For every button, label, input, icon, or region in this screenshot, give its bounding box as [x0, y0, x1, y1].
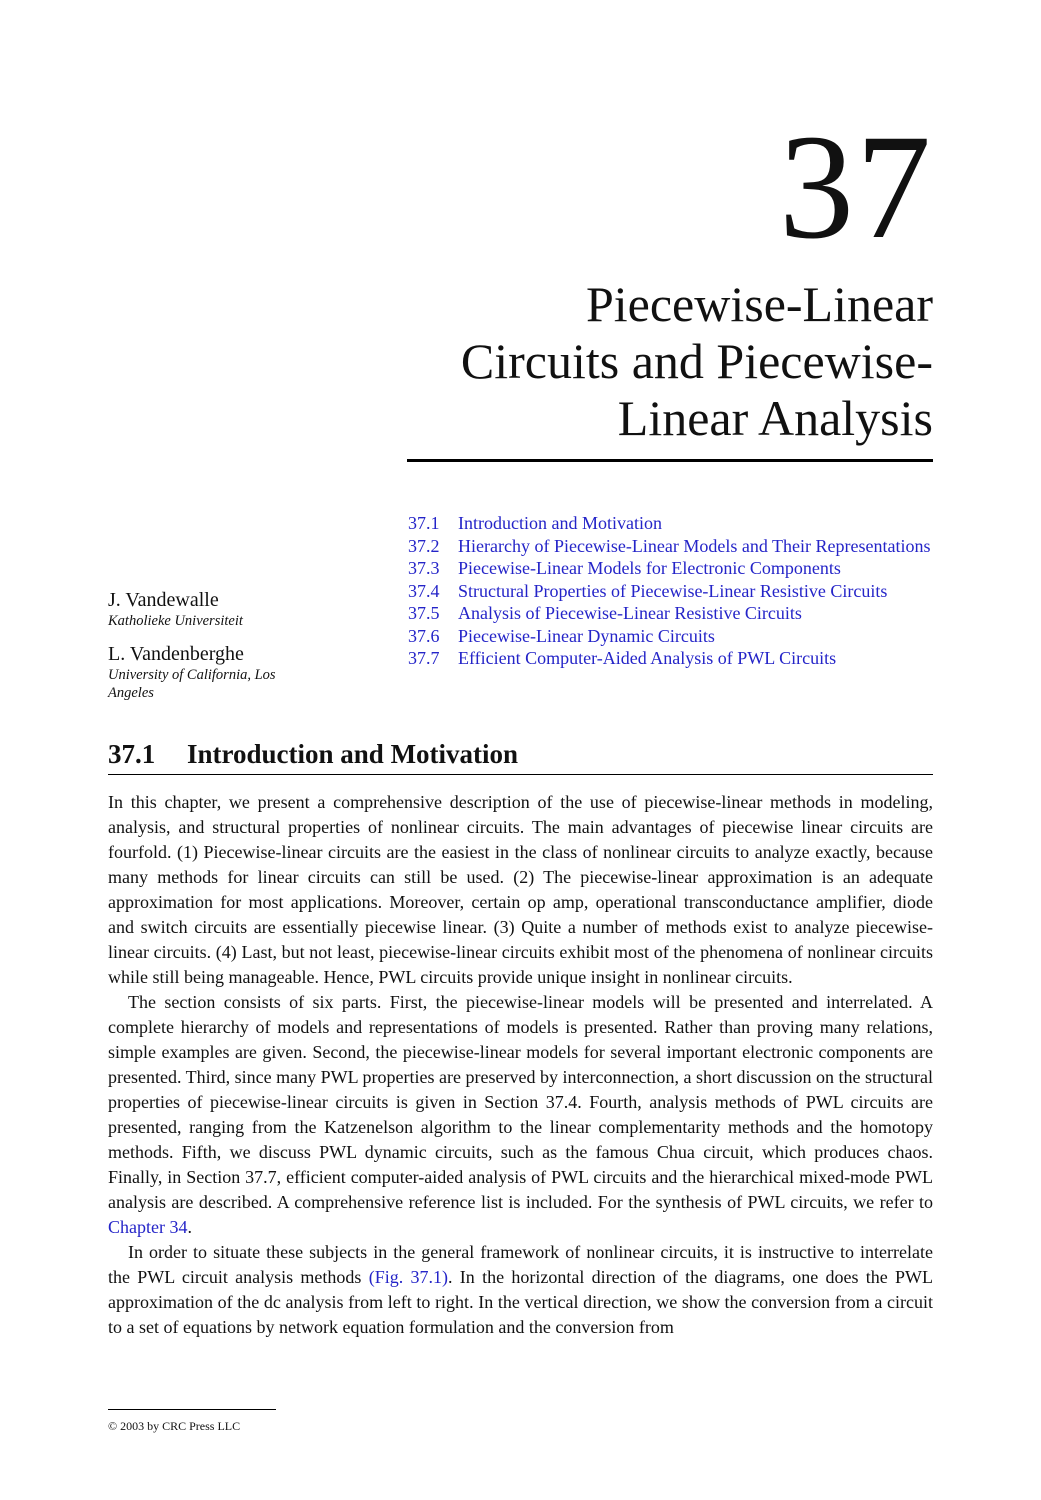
section-heading [108, 738, 933, 770]
toc-number: 37.1 [408, 513, 440, 533]
toc-item-37-2[interactable] [408, 535, 938, 558]
toc-item-37-3[interactable] [408, 557, 938, 580]
toc-item-37-4[interactable] [408, 580, 938, 603]
chapter-title [373, 276, 933, 447]
paragraph-2-text: The section consists of six parts. First, the piecewise-linear models will be presented and interrelated. A complete hierarchy of models and representations of models is presented. Rather than proving many relations, simple examples are given. Second, the piecewise-linear models for several important electronic components are presented. Third, since many PWL properties are preserved by interconnection, a short discussion on the structural properties of piecewise-linear circuits is given in Section 37.4. Fourth, analysis methods of PWL circuits are presented, ranging from the Katzenelson algorithm to the linear complementarity methods and the homotopy methods. Fifth, we discuss PWL dynamic circuits, such as the famous Chua circuit, which produces chaos. Finally, in Section 37.7, efficient computer-aided analysis of PWL circuits and the hierarchical mixed-mode PWL analysis are described. A comprehensive reference list is included. For the synthesis of PWL circuits, we refer to [108, 992, 933, 1212]
figure-37-1-link[interactable]: (Fig. 37.1) [368, 1267, 449, 1287]
author-affiliation [108, 666, 288, 702]
toc-label: Structural Properties of Piecewise-Linear Resistive Circuits [458, 580, 888, 601]
toc-label: Analysis of Piecewise-Linear Resistive Circuits [458, 603, 802, 623]
author-affiliation-text: University of California, Los Angeles [108, 667, 276, 701]
toc-label: Piecewise-Linear Dynamic Circuits [458, 625, 715, 646]
author-name: J. Vandewalle [108, 589, 219, 611]
section-number: 37.1 [108, 739, 156, 769]
toc-number: 37.2 [408, 535, 440, 556]
toc-label: Introduction and Motivation [458, 513, 662, 533]
author-block [108, 588, 398, 630]
toc-item-37-7[interactable] [408, 647, 938, 670]
chapter-34-link[interactable]: Chapter 34 [108, 1217, 188, 1237]
footer-rule [108, 1409, 276, 1410]
toc-item-37-5[interactable] [408, 602, 938, 625]
paragraph-2 [108, 990, 933, 1240]
paragraph-3-end: . In the horizontal direction of the diagrams, one does the PWL approximation of the dc analysis from left to right. In the vertical direction, we show the conversion from a circuit to a set of equations by network equation formulation and the conversion from [108, 1267, 934, 1337]
copyright-notice: © 2003 by CRC Press LLC [108, 1419, 241, 1433]
chapter-title-line: Linear Analysis [617, 390, 933, 446]
chapter-number: 37 [779, 104, 933, 270]
toc-item-37-1[interactable] [408, 512, 938, 535]
section-rule [108, 774, 933, 775]
toc-label: Hierarchy of Piecewise-Linear Models and Their Representations [458, 535, 931, 556]
author-name: L. Vandenberghe [108, 643, 244, 665]
toc-number: 37.7 [408, 648, 440, 668]
paragraph-2-end: . [187, 1217, 192, 1237]
body-text [108, 790, 933, 1340]
section-title: Introduction and Motivation [187, 739, 519, 769]
toc-number: 37.5 [408, 603, 440, 623]
author-affiliation: Katholieke Universiteit [108, 613, 243, 629]
toc-item-37-6[interactable] [408, 625, 938, 648]
paragraph-3 [108, 1240, 933, 1340]
toc-label: Piecewise-Linear Models for Electronic Components [458, 558, 841, 578]
author-list [108, 588, 398, 714]
paragraph-1: In this chapter, we present a comprehensive description of the use of piecewise-linear methods in modeling, analysis, and structural properties of nonlinear circuits. The main advantages of piecewise linear circuits are fourfold. (1) Piecewise-linear circuits are the easiest in the class of nonlinear circuits to analyze exactly, because many methods for linear circuits can still be used. (2) The piecewise-linear approximation is an adequate approximation for most applications. Moreover, certain op amp, operational transconductance amplifier, diode and switch circuits are essentially piecewise linear. (3) Quite a number of methods exist to analyze piecewise-linear circuits. (4) Last, but not least, piecewise-linear circuits exhibit most of the phenomena of nonlinear circuits while still being manageable. Hence, PWL circuits provide unique insight in nonlinear circuits. [108, 792, 933, 987]
chapter-title-line: Piecewise-Linear [585, 276, 933, 332]
author-block [108, 642, 398, 702]
toc-label: Efficient Computer-Aided Analysis of PWL Circuits [458, 648, 837, 668]
chapter-title-line: Circuits and Piecewise- [460, 333, 933, 389]
table-of-contents [408, 512, 938, 670]
toc-number: 37.6 [408, 625, 440, 646]
toc-number: 37.4 [408, 580, 440, 601]
paragraph-3-text: In order to situate these subjects in the general framework of nonlinear circuits, it is instructive to interrelate the PWL circuit analysis methods [108, 1242, 933, 1287]
toc-number: 37.3 [408, 558, 440, 578]
title-rule [407, 459, 933, 462]
